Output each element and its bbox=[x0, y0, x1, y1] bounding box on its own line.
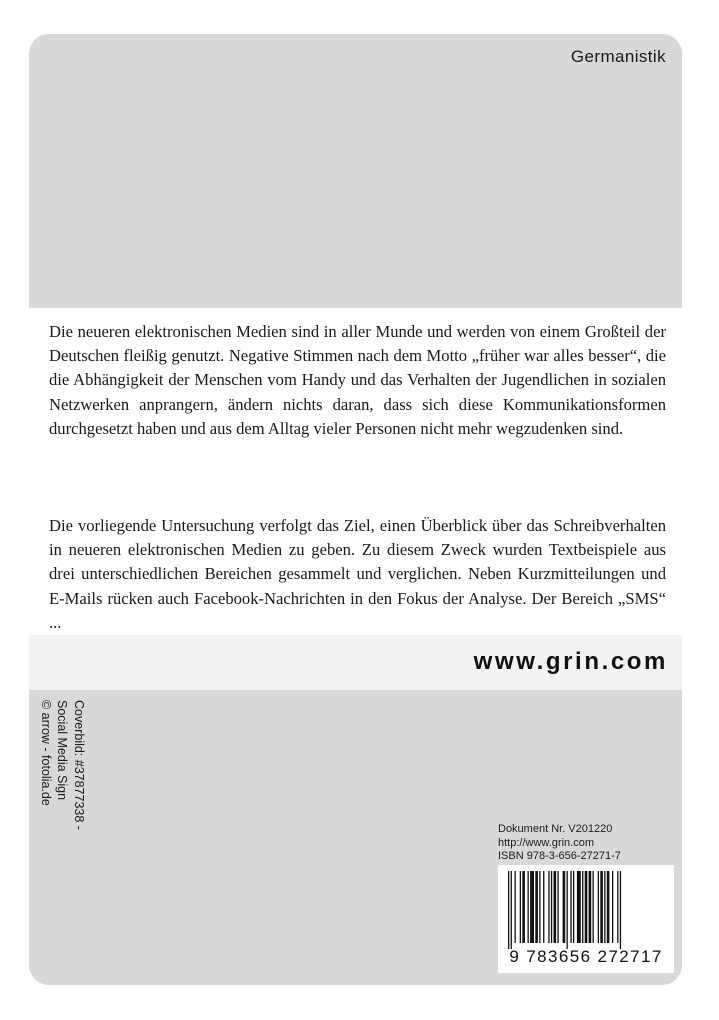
blurb-paragraph-2: Die vorliegende Untersuchung verfolgt das Ziel, einen Überblick über das Schreibverhalten in neueren elektronischen Medien zu geben. Zu diesem Zweck wurden Textbeispiele aus drei unterschiedlichen Bereichen gesammelt und verglichen. Neben Kurzmitteilungen und E-Mails rücken auch Facebook-Nachrichten in den Fokus der Analyse. Der Bereich „SMS“ ... bbox=[49, 516, 666, 632]
barcode-bar bbox=[573, 871, 574, 943]
barcode-bar bbox=[520, 871, 521, 943]
barcode-bar bbox=[511, 871, 512, 949]
barcode-bar bbox=[557, 871, 558, 943]
barcode-bar bbox=[554, 871, 557, 943]
barcode-bar bbox=[543, 871, 544, 943]
credit-line-2: Social Media Sign bbox=[55, 700, 70, 801]
barcode-bar bbox=[582, 871, 583, 943]
barcode-bar bbox=[607, 871, 610, 943]
barcode-bar bbox=[567, 871, 568, 949]
barcode-bar bbox=[551, 871, 552, 943]
barcode-bar bbox=[604, 871, 605, 943]
publisher-strip bbox=[29, 635, 682, 690]
barcode-bar bbox=[530, 871, 534, 943]
document-number: Dokument Nr. V201220 bbox=[498, 823, 613, 835]
barcode-bar bbox=[528, 871, 529, 943]
category-label: Germanistik bbox=[570, 47, 666, 66]
barcode-bar bbox=[620, 871, 621, 949]
barcode-bar bbox=[548, 871, 549, 943]
barcode-bar bbox=[617, 871, 618, 943]
back-cover bbox=[29, 34, 682, 985]
publisher-url[interactable]: www.grin.com bbox=[473, 648, 668, 675]
barcode-bar bbox=[515, 871, 516, 943]
barcode-bar bbox=[522, 871, 525, 943]
barcode-bar bbox=[593, 871, 594, 943]
barcode-bar bbox=[589, 871, 592, 943]
credit-line-3: © arrow - fotolia.de bbox=[39, 700, 53, 806]
barcode-digits: 9 783656 272717 bbox=[509, 947, 663, 966]
barcode-bar bbox=[535, 871, 538, 943]
isbn: ISBN 978-3-656-27271-7 bbox=[498, 850, 621, 862]
bottom-panel bbox=[29, 690, 682, 985]
document-web: http://www.grin.com bbox=[498, 836, 594, 849]
blurb-panel bbox=[29, 308, 682, 635]
cover-image-credit bbox=[35, 700, 95, 870]
barcode-bar bbox=[570, 871, 571, 943]
barcode-bar bbox=[577, 871, 581, 943]
barcode bbox=[498, 865, 674, 973]
top-panel bbox=[29, 34, 682, 308]
barcode-bar bbox=[598, 871, 599, 943]
barcode-bar bbox=[612, 871, 613, 943]
credit-line-1: Coverbild: #37877338 - bbox=[72, 700, 86, 830]
barcode-bar bbox=[563, 871, 566, 943]
barcode-bar bbox=[539, 871, 540, 943]
barcode-bar bbox=[508, 871, 509, 949]
document-info bbox=[498, 823, 621, 864]
barcode-bars bbox=[506, 871, 666, 949]
barcode-bar bbox=[585, 871, 588, 943]
barcode-bar bbox=[600, 871, 603, 943]
blurb-paragraph-1: Die neueren elektronischen Medien sind in aller Munde und werden von einem Großteil der Deutschen fleißig genutzt. Negative Stimmen nach dem Motto „früher war alles besser“, die die Abhängigkeit der Menschen vom Handy und das Verhalten der Jugendlichen in sozialen Netzwerken anprangern, ändern nichts daran, dass sich diese Kommunikationsformen durchgesetzt haben und aus dem Alltag vieler Personen nicht mehr wegzudenken sind. bbox=[49, 322, 666, 438]
